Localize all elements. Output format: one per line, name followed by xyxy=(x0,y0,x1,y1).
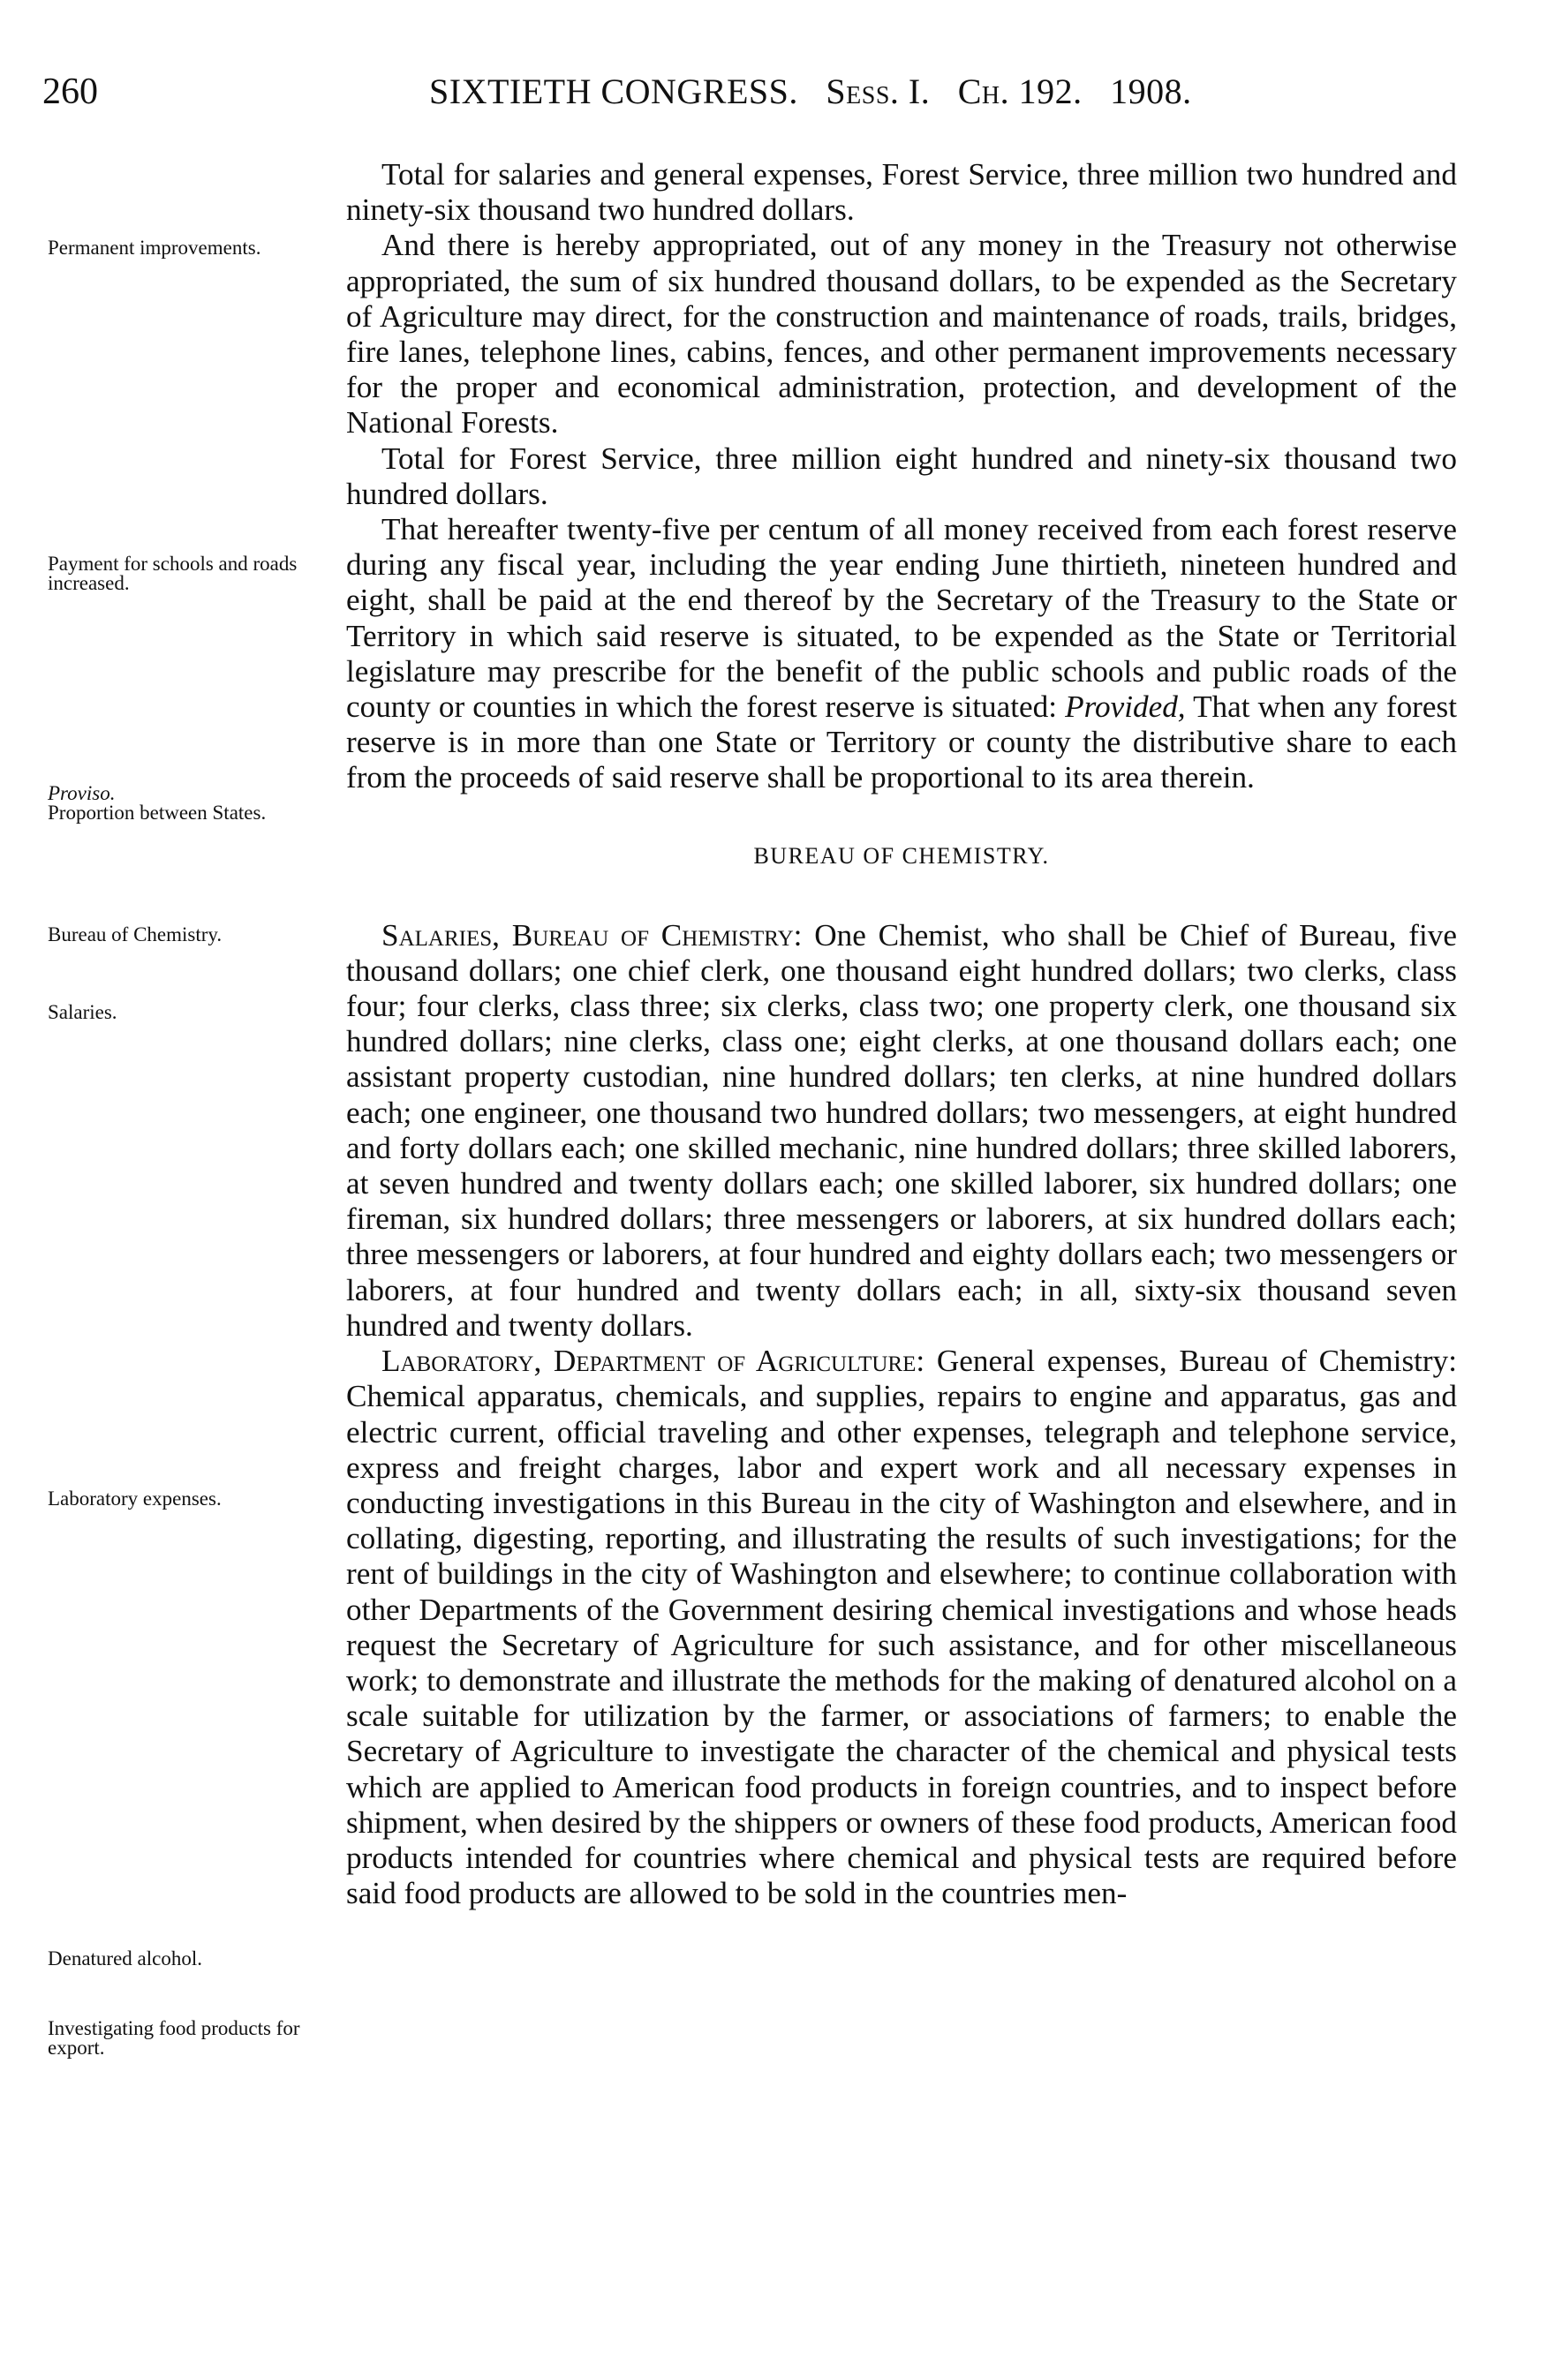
proviso-text: Proportion between States. xyxy=(48,802,267,824)
congress-title: SIXTIETH CONGRESS. xyxy=(429,72,798,111)
paragraph-permanent-improvements: And there is hereby appropriated, out of any money in the Treasury not otherwise appropriated, the sum of six hundred thousand dollars, to be expended as the Secretary of Agriculture may direct, for the construction and maintenance of roads, trails, bridges, fire lanes, telephone lines, cabins, fences, and other permanent improvements necessary for the proper and economical administration, protection, and development of the National Forests. xyxy=(346,228,1457,441)
margin-note-denatured-alcohol: Denatured alcohol. xyxy=(48,1947,202,1970)
page-number: 260 xyxy=(42,72,98,112)
margin-note-laboratory-expenses: Laboratory expenses. xyxy=(48,1488,222,1510)
margin-note-bureau-chemistry: Bureau of Chemistry. xyxy=(48,923,223,945)
margin-note-proviso xyxy=(48,784,330,823)
provided-word: Provided, xyxy=(1065,689,1186,725)
paragraph-laboratory xyxy=(346,1344,1457,1911)
proviso-label: Proviso. xyxy=(48,782,116,804)
paragraph-total-salaries: Total for salaries and general expenses, Forest Service, three million two hundred and ninety-six thousand two hundred dollars. xyxy=(346,157,1457,228)
year-label: 1908. xyxy=(1110,72,1192,111)
running-header xyxy=(42,71,1455,124)
salaries-text: One Chemist, who shall be Chief of Bureau, five thousand dollars; one chief clerk, one thousand eight hundred dollars; two clerks, class four; four clerks, class three; six clerks, class two; one property clerk, one thousand six hundred dollars; nine clerks, class one; eight clerks, at one thousand dollars each; one assistant property custodian, nine hundred dollars; ten clerks, at nine hundred dollars each; one engineer, one thousand two hundred dollars; two messengers, at eight hundred and forty dollars each; one skilled mechanic, nine hundred dollars; three skilled laborers, at seven hundred and twenty dollars each; one skilled laborer, six hundred dollars; one fireman, six hundred dollars; three messengers or laborers, at six hundred dollars each; three messengers or laborers, at four hundred and eighty dollars each; two messengers or laborers, at four hundred and twenty dollars each; in all, sixty-six thousand seven hundred and twenty dollars. xyxy=(346,917,1458,1343)
paragraph-payment-schools xyxy=(346,512,1457,796)
salaries-lead: Salaries, Bureau of Chemistry: xyxy=(381,917,803,953)
laboratory-text: General expenses, Bureau of Chemistry: Chemical apparatus, chemicals, and supplies, repairs to engine and apparatus, gas and electric current, official traveling and other expenses, telegraph and telephone service, express and freight charges, labor and expert work and all necessary expenses in conducting investigations in this Bureau in the city of Washington and elsewhere, and in collating, digesting, reporting, and illustrating the results of such investigations; for the rent of buildings in the city of Washington and elsewhere; to continue collaboration with other Departments of the Government desiring chemical investigations and whose heads request the Secretary of Agriculture for such assistance, and for other miscellaneous work; to demonstrate and illustrate the methods for the making of denatured alcohol on a scale suitable for utilization by the farmer, or associations of farmers; to enable the Secretary of Agriculture to investigate the character of the chemical and physical tests which are applied to American food products in foreign countries, and to inspect before shipment, when desired by the shippers or owners of these food products, American food products intended for countries where chemical and physical tests are required before said food products are allowed to be sold in the countries men- xyxy=(346,1344,1458,1911)
main-text xyxy=(346,157,1457,1911)
paragraph-total-forest-service: Total for Forest Service, three million eight hundred and ninety-six thousand two hundred dollars. xyxy=(346,441,1457,511)
paragraph-salaries xyxy=(346,918,1457,1344)
chapter-label: Ch. 192. xyxy=(957,72,1083,111)
margin-note-investigating-food: Investigating food products for export. xyxy=(48,2017,300,2059)
session-label: Sess. I. xyxy=(826,72,931,111)
margin-note-payment-schools-roads: Payment for schools and roads increased. xyxy=(48,553,298,594)
proviso-clause: That when any forest reserve is in more than one State or Territory or county the distributive share to each from the proceeds of said reserve shall be proportional to its area therein. xyxy=(346,689,1457,795)
laboratory-lead: Laboratory, Department of Agriculture: xyxy=(381,1344,925,1379)
payment-text: That hereafter twenty-five per centum of all money received from each forest reserve during any fiscal year, including the year ending June thirtieth, nineteen hundred and eight, shall be paid at the end thereof by the Secretary of the Treasury to the State or Territory in which said reserve is situated, to be expended as the State or Territorial legislature may prescribe for the benefit of the public schools and public roads of the county or counties in which the forest reserve is situated: xyxy=(346,512,1457,725)
margin-note-salaries: Salaries. xyxy=(48,1001,117,1023)
section-heading: BUREAU OF CHEMISTRY. xyxy=(753,842,1050,869)
running-title xyxy=(429,71,1192,112)
margin-note-permanent-improvements: Permanent improvements. xyxy=(48,237,261,259)
